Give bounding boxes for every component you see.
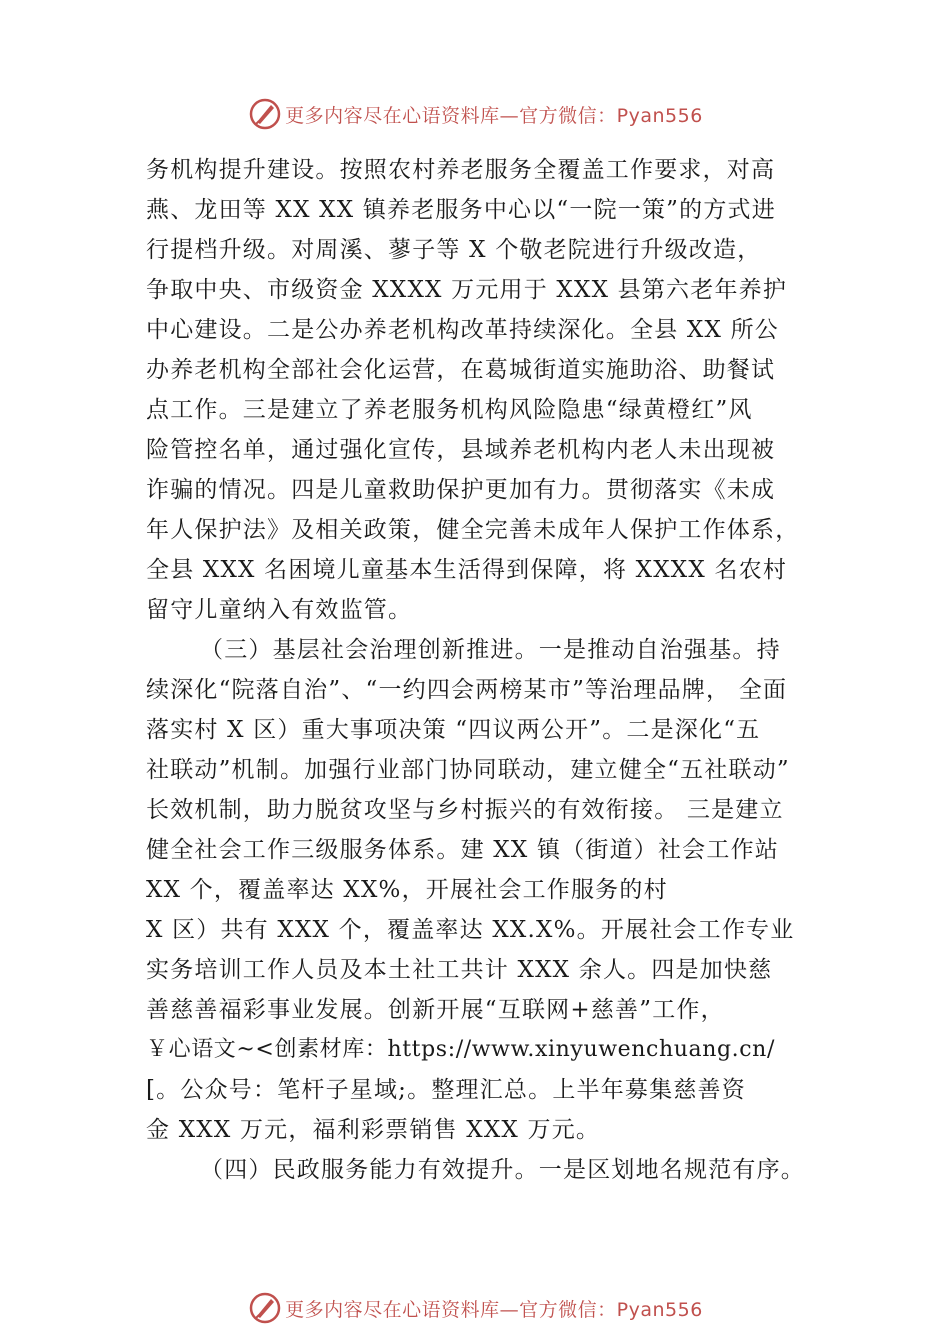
text-line: 健全社会工作三级服务体系。建 XX 镇（街道）社会工作站 [146, 837, 779, 863]
text-line: 年人保护法》及相关政策，健全完善未成年人保护工作体系， [146, 517, 800, 543]
text-line: 长效机制，助力脱贫攻坚与乡村振兴的有效衔接。 三是建立 [146, 797, 784, 823]
text-line: 行提档升级。对周溪、蓼子等 X 个敬老院进行升级改造， [146, 237, 762, 263]
text-line: 落实村 X 区）重大事项决策 “四议两公开”。二是深化“五 [146, 717, 761, 743]
text-line: 社联动”机制。加强行业部门协同联动，建立健全“五社联动” [146, 757, 790, 783]
text-line: （四）民政服务能力有效提升。一是区划地名规范有序。 [200, 1157, 805, 1183]
text-line: 争取中央、市级资金 XXXX 万元用于 XXX 县第六老年养护 [146, 277, 788, 303]
text-line: [。公众号：笔杆子星域;。整理汇总。上半年募集慈善资 [146, 1077, 746, 1103]
text-line: 实务培训工作人员及本土社工共计 XXX 余人。四是加快慈 [146, 957, 773, 983]
text-line: X 区）共有 XXX 个，覆盖率达 XX.X%。开展社会工作专业 [146, 917, 795, 943]
text-line: 务机构提升建设。按照农村养老服务全覆盖工作要求，对高 [146, 157, 776, 183]
text-line: 留守儿童纳入有效监管。 [146, 597, 413, 623]
text-line: ￥心语文~<创素材库：https://www.xinyuwenchuang.cn/ [146, 1037, 775, 1062]
text-line: 金 XXX 万元，福利彩票销售 XXX 万元。 [146, 1117, 601, 1143]
text-line: 险管控名单，通过强化宣传，县域养老机构内老人未出现被 [146, 437, 776, 463]
text-line: 全县 XXX 名困境儿童基本生活得到保障，将 XXXX 名农村 [146, 557, 788, 583]
text-line: 燕、龙田等 XX XX 镇养老服务中心以“一院一策”的方式进 [146, 197, 776, 223]
watermark-text: 更多内容尽在心语资料库—官方微信：Pyan556 [285, 1298, 703, 1321]
text-line: 点工作。三是建立了养老服务机构风险隐患“绿黄橙红”风 [146, 397, 753, 423]
text-line: 善慈善福彩事业发展。创新开展“互联网+慈善”工作， [146, 997, 725, 1023]
text-line: 中心建设。二是公办养老机构改革持续深化。全县 XX 所公 [146, 317, 779, 343]
quill-logo-icon [247, 1290, 283, 1326]
document-body [146, 150, 818, 1190]
text-line: XX 个，覆盖率达 XX%，开展社会工作服务的村 [146, 877, 668, 903]
text-line: 续深化“院落自治”、“一约四会两榜某市”等治理品牌， 全面 [146, 677, 788, 703]
text-line: 办养老机构全部社会化运营，在葛城街道实施助浴、助餐试 [146, 357, 776, 383]
watermark-text: 更多内容尽在心语资料库—官方微信：Pyan556 [285, 104, 703, 127]
text-line: （三）基层社会治理创新推进。一是推动自治强基。持 [200, 637, 781, 663]
header-watermark [0, 96, 950, 132]
footer-watermark [0, 1290, 950, 1326]
quill-logo-icon [247, 96, 283, 132]
text-line: 诈骗的情况。四是儿童救助保护更加有力。贯彻落实《未成 [146, 477, 776, 503]
